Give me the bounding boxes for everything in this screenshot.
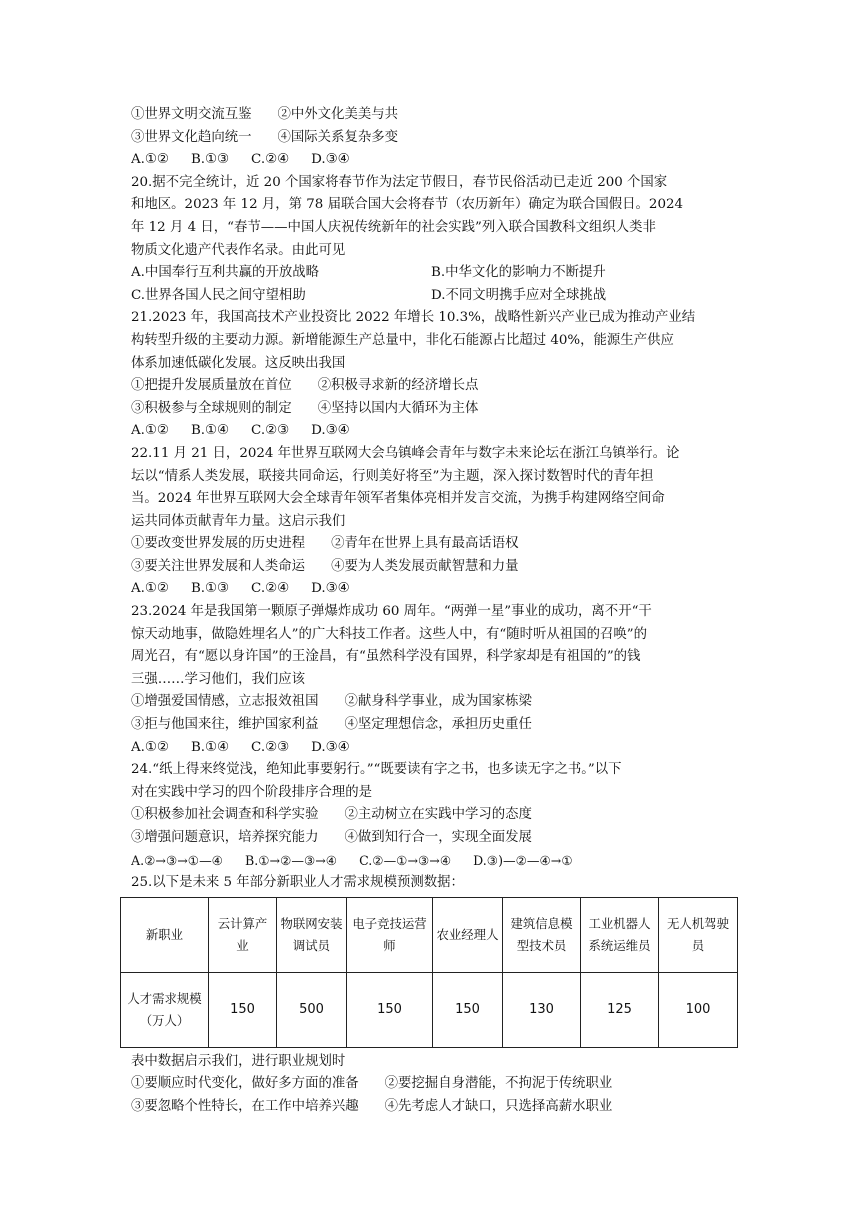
q19-answers [131, 149, 741, 172]
answer-d: D.③④ [311, 581, 350, 597]
q23-options-row2 [131, 714, 741, 737]
answer-a: A.①② [131, 581, 169, 597]
q24-options-row2 [131, 827, 741, 850]
q22-options-row1 [131, 533, 741, 556]
answer-a: A.①② [131, 423, 169, 439]
q23-stem-line: 惊天动地事，做隐姓埋名人”的广大科技工作者。这些人中，有“随时听从祖国的召唤”的 [131, 626, 647, 642]
q21-stem-line: 构转型升级的主要动力源。新增能源生产总量中，非化石能源占比超过 40%，能源生产供应 [131, 332, 674, 348]
table-cell: 130 [503, 972, 581, 1047]
answer-b: B.①→②—③→④ [244, 852, 338, 868]
answer-b: B.①③ [190, 152, 230, 168]
answer-c: C.②④ [251, 581, 290, 597]
q24-stem-line: 24.“纸上得来终觉浅，绝知此事要躬行。”“既要读有字之书，也多读无字之书。”以下 [131, 762, 622, 778]
q25-options-row1 [131, 1073, 741, 1096]
option-2: ②青年在世界上具有最高话语权 [331, 536, 519, 552]
option-3: ③积极参与全球规则的制定 [131, 400, 292, 416]
q21-options-row1 [131, 375, 741, 398]
option-3: ③要关注世界发展和人类命运 [131, 558, 306, 574]
q23-options-row1 [131, 691, 741, 714]
table-row-label: 人才需求规模（万人） [121, 972, 209, 1047]
q20-answers-row1 [131, 262, 741, 285]
answer-d: D.③④ [311, 739, 350, 755]
q21-answers [131, 420, 741, 443]
table-cell: 500 [277, 972, 347, 1047]
q23-stem-line: 23.2024 年是我国第一颗原子弹爆炸成功 60 周年。“两弹一星”事业的成功，离不开“干 [131, 604, 652, 620]
table-cell: 150 [433, 972, 503, 1047]
q25-stem: 25.以下是未来 5 年部分新职业人才需求规模预测数据： [131, 875, 464, 891]
option-4: ④国际关系复杂多变 [277, 129, 399, 145]
option-2: ②献身科学事业，成为国家栋梁 [344, 694, 532, 710]
answer-a: A.中国奉行互利共赢的开放战略 [131, 265, 320, 281]
answer-a: A.①② [131, 739, 169, 755]
option-1: ①增强爱国情感，立志报效祖国 [131, 694, 319, 710]
option-3: ③世界文化趋向统一 [131, 129, 252, 145]
q22-stem-line: 22.11 月 21 日，2024 年世界互联网大会乌镇峰会青年与数字未来论坛在浙江乌镇举行。论 [131, 445, 680, 461]
table-cell: 150 [347, 972, 433, 1047]
q22-stem-line: 坛以“情系人类发展，联接共同命运，行则美好将至”为主题，深入探讨数智时代的青年担 [131, 468, 654, 484]
option-2: ②中外文化美美与共 [277, 107, 399, 122]
table-header-cell: 物联网安装调试员 [277, 897, 347, 972]
table-cell: 125 [581, 972, 659, 1047]
option-2: ②积极寻求新的经济增长点 [317, 378, 479, 394]
option-4: ④坚持以国内大循环为主体 [317, 400, 479, 416]
answer-c: C.②—①→③→④ [359, 852, 452, 868]
q22-options-row2 [131, 556, 741, 579]
q20-stem-line: 年 12 月 4 日，“春节——中国人庆祝传统新年的社会实践”列入联合国教科文组织人类非 [131, 219, 656, 235]
answer-d: D.③④ [311, 423, 350, 439]
answer-a: A.①② [131, 152, 169, 168]
q20-stem-line: 物质文化遗产代表作名录。由此可见 [131, 242, 346, 258]
option-2: ②要挖掘自身潜能，不拘泥于传统职业 [384, 1076, 613, 1092]
answer-c: C.②③ [251, 739, 290, 755]
table-header-cell: 建筑信息模型技术员 [503, 897, 581, 972]
option-4: ④做到知行合一，实现全面发展 [344, 830, 532, 845]
option-4: ④坚定理想信念，承担历史重任 [344, 717, 532, 733]
option-1: ①积极参加社会调查和科学实验 [131, 807, 319, 823]
q25-options-row2 [131, 1096, 741, 1119]
q20-answers-row2 [131, 285, 741, 308]
option-1: ①要顺应时代变化，做好多方面的准备 [131, 1076, 359, 1092]
answer-b: B.①③ [190, 581, 230, 597]
q24-answers [131, 850, 741, 873]
q21-stem-line: 体系加速低碳化发展。这反映出我国 [131, 355, 346, 371]
option-1: ①把提升发展质量放在首位 [131, 378, 292, 394]
option-1: ①世界文明交流互鉴 [131, 107, 252, 122]
q22-answers [131, 578, 741, 601]
q22-stem-line: 当。2024 年世界互联网大会全球青年领军者集体亮相并发言交流，为携手构建网络空间命 [131, 491, 665, 507]
q19-options-row2 [131, 127, 741, 150]
table-header-cell: 无人机驾驶员 [659, 897, 738, 972]
answer-d: D.③)—②—④→① [473, 852, 573, 868]
answer-c: C.世界各国人民之间守望相助 [131, 287, 306, 303]
q24-stem-line: 对在实践中学习的四个阶段排序合理的是 [131, 784, 373, 800]
answer-c: C.②③ [251, 423, 290, 439]
table-row [121, 972, 738, 1047]
table-cell: 150 [209, 972, 277, 1047]
q19-options-row1 [131, 104, 741, 127]
option-3: ③要忽略个性特长，在工作中培养兴趣 [131, 1098, 359, 1114]
q23-stem-line: 周光召，有“愿以身许国”的王淦昌，有“虽然科学没有国界，科学家却是有祖国的”的钱 [131, 649, 641, 665]
q21-stem-line: 21.2023 年，我国高技术产业投资比 2022 年增长 10.3%，战略性新兴产业已成为推动产业结 [131, 310, 696, 326]
answer-d: D.③④ [311, 152, 350, 168]
option-1: ①要改变世界发展的历史进程 [131, 536, 306, 552]
table-header-cell: 云计算产业 [209, 897, 277, 972]
q22-stem-line: 运共同体贡献青年力量。这启示我们 [131, 513, 346, 529]
table-header-cell: 新职业 [121, 897, 209, 972]
table-header-cell: 工业机器人系统运维员 [581, 897, 659, 972]
table-header-row [121, 897, 738, 972]
table-header-cell: 农业经理人 [433, 897, 503, 972]
q21-options-row2 [131, 398, 741, 421]
exam-page [127, 104, 741, 1119]
career-demand-table [120, 897, 738, 1048]
answer-b: B.①④ [190, 739, 230, 755]
answer-a: A.②→③→①—④ [131, 852, 223, 868]
q20-stem-line: 和地区。2023 年 12 月，第 78 届联合国大会将春节（农历新年）确定为联合国假日。2024 [131, 197, 684, 213]
option-3: ③拒与他国来往，维护国家利益 [131, 717, 319, 733]
q20-stem-line: 20.据不完全统计，近 20 个国家将春节作为法定节假日，春节民俗活动已走近 200 个国家 [131, 174, 668, 190]
q23-stem-line: 三强……学习他们，我们应该 [131, 671, 306, 687]
answer-d: D.不同文明携手应对全球挑战 [431, 287, 607, 303]
q23-answers [131, 737, 741, 760]
answer-b: B.①④ [190, 423, 230, 439]
answer-c: C.②④ [251, 152, 290, 168]
option-2: ②主动树立在实践中学习的态度 [344, 807, 532, 823]
q25-after-table: 表中数据启示我们，进行职业规划时 [131, 1053, 346, 1069]
table-header-cell: 电子竞技运营师 [347, 897, 433, 972]
table-cell: 100 [659, 972, 738, 1047]
option-4: ④先考虑人才缺口，只选择高薪水职业 [384, 1098, 613, 1114]
option-3: ③增强问题意识，培养探究能力 [131, 830, 319, 845]
option-4: ④要为人类发展贡献智慧和力量 [331, 558, 519, 574]
answer-b: B.中华文化的影响力不断提升 [431, 265, 606, 281]
q24-options-row1 [131, 804, 741, 827]
